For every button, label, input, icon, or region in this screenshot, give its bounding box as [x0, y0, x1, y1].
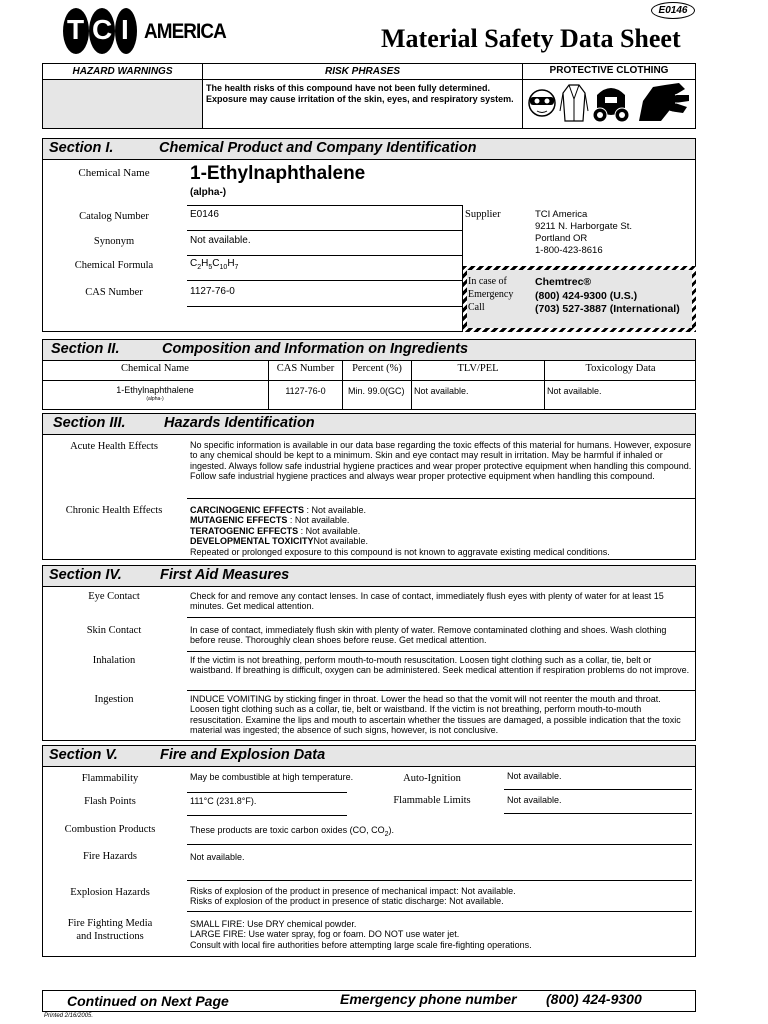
ingestion-label: Ingestion: [94, 694, 134, 705]
lab-coat-icon: [559, 81, 589, 125]
supplier-label: Supplier: [465, 209, 501, 220]
emergency-label: In case of Emergency Call: [468, 276, 514, 313]
section-3-header: [42, 413, 696, 435]
doc-code: E0146: [658, 5, 688, 16]
respirator-icon: [591, 81, 631, 125]
emergency-box: [463, 266, 696, 332]
flammability-value: May be combustible at high temperature.: [190, 772, 354, 782]
section-4-title: First Aid Measures: [160, 567, 290, 583]
section-1-title: Chemical Product and Company Identification: [159, 140, 477, 156]
col-header-chemical-name: Chemical Name: [121, 363, 189, 374]
flash-points-label: Flash Points: [84, 796, 136, 807]
ingredient-toxicology: Not available.: [547, 386, 602, 396]
goggles-icon: [527, 83, 557, 123]
page-title: Material Safety Data Sheet: [381, 24, 681, 53]
inhalation-label: Inhalation: [92, 655, 136, 666]
section-2-number: Section II.: [51, 341, 120, 357]
ingredient-tlv: Not available.: [414, 386, 469, 396]
section-5-number: Section V.: [49, 747, 118, 763]
fire-fighting-label: Fire Fighting Media and Instructions: [67, 918, 153, 942]
fire-hazards-value: Not available.: [190, 852, 245, 862]
synonym-value: Not available.: [190, 235, 251, 246]
ingredient-cas: 1127-76-0: [285, 386, 326, 396]
cas-value: 1127-76-0: [190, 286, 235, 297]
section-4-header: [42, 565, 696, 587]
flammable-limits-value: Not available.: [507, 795, 562, 805]
formula-label: Chemical Formula: [74, 260, 154, 271]
ingredient-percent: Min. 99.0(GC): [348, 386, 405, 396]
synonym-label: Synonym: [93, 236, 135, 247]
chem-name-sub: (alpha-): [190, 187, 227, 198]
section-5-header: [42, 745, 696, 767]
hazard-bar: [42, 63, 696, 129]
ingredient-name: 1-Ethylnaphthalene: [116, 385, 194, 395]
section-1-header: [42, 138, 696, 160]
protective-icons: [525, 81, 695, 127]
supplier-line: 1-800-423-8616: [535, 245, 603, 256]
flash-points-value: 111°C (231.8°F).: [190, 796, 257, 806]
eye-contact-label: Eye Contact: [88, 591, 140, 602]
col-header-cas: CAS Number: [276, 363, 335, 374]
acute-label: Acute Health Effects: [70, 441, 158, 452]
skin-contact-label: Skin Contact: [86, 625, 142, 636]
risk-phrases-header: RISK PHRASES: [324, 66, 400, 77]
logo-word: AMERICA: [144, 20, 226, 43]
cas-label: CAS Number: [85, 287, 143, 298]
explosion-value: Risks of explosion of the product in presence of mechanical impact: Not available. Risks of explosion of the product in presence of static discharge: Not available.: [190, 886, 516, 907]
risk-phrases-text: The health risks of this compound have not been fully determined. Exposure may cause irritation of the skin, eyes, and respiratory system.: [206, 83, 514, 104]
flammability-label: Flammability: [81, 773, 139, 784]
fire-hazards-label: Fire Hazards: [83, 851, 137, 862]
logo-letter-i: I: [121, 14, 129, 45]
doc-code-badge: [651, 2, 695, 19]
auto-ignition-label: Auto-Ignition: [403, 773, 461, 784]
flammable-limits-label: Flammable Limits: [393, 795, 471, 806]
explosion-label: Explosion Hazards: [70, 887, 150, 898]
supplier-line: 9211 N. Harborgate St.: [535, 221, 632, 232]
printed-date: Printed 2/16/2005.: [44, 1013, 94, 1019]
section-2-title: Composition and Information on Ingredients: [162, 341, 469, 357]
hazard-warnings-header: HAZARD WARNINGS: [72, 66, 173, 77]
section-5-title: Fire and Explosion Data: [160, 747, 326, 763]
supplier-address: [535, 209, 632, 257]
col-header-toxicology: Toxicology Data: [585, 363, 656, 374]
fire-fighting-value: SMALL FIRE: Use DRY chemical powder. LARGE FIRE: Use water spray, fog or foam. DO NOT use water jet. Consult with local fire authorities before attempting large scale fire-fighting operations.: [190, 919, 532, 950]
catalog-value: E0146: [190, 209, 219, 220]
col-header-percent: Percent (%): [352, 363, 402, 374]
formula-value: $C_2H_5C_{10}H_7$: [190, 258, 239, 271]
logo-letter-c: C: [92, 14, 113, 45]
supplier-line: TCI America: [535, 209, 588, 220]
emergency-phone-label: Emergency phone number: [340, 991, 517, 1007]
eye-contact-text: Check for and remove any contact lenses. In case of contact, immediately flush eyes with plenty of water for at least 15 minutes. Get medical attention.: [190, 591, 664, 612]
supplier-line: Portland OR: [535, 233, 588, 244]
section-4-number: Section IV.: [49, 567, 122, 583]
ingredients-table: [42, 360, 696, 410]
footer-bar: [42, 990, 696, 1012]
section-1-number: Section I.: [49, 140, 114, 156]
ingestion-text: INDUCE VOMITING by sticking finger in throat. Lower the head so that the vomit will not reenter the mouth and throat. Loosen tight clothing such as a collar, tie, belt or waistband. If the victim is not breathing, perform mouth-to-mouth resuscitation. Examine the lips and mouth to ascertain whether the tissues are damaged, a possible indication that the toxic material was ingested; the absence of such signs, however, is not conclusive.: [190, 694, 681, 736]
acute-text: No specific information is available in our data base regarding the toxic effects of this material for humans. However, exposure to any chemical should be kept to a minimum. Skin and eye contact may result in irritation. May be harmful if inhaled or ingested. Always follow safe industrial hygiene practices and wear proper protective equipment when handling this compound. Follow safe industrial hygiene practices and always wear proper protective equipment when handling this compound.: [190, 440, 692, 482]
hazard-warnings-cell: [43, 80, 202, 128]
section-2-header: [42, 339, 696, 361]
combustion-value: These products are toxic carbon oxides (CO, $CO_2$).: [190, 825, 394, 838]
gloves-icon: [635, 81, 693, 125]
emergency-phone: (800) 424-9300: [546, 991, 642, 1007]
section-3-number: Section III.: [53, 415, 126, 431]
catalog-label: Catalog Number: [79, 211, 149, 222]
logo-letter-t: T: [67, 14, 85, 45]
inhalation-text: If the victim is not breathing, perform mouth-to-mouth resuscitation. Loosen tight clothing such as a collar, tie, belt or waistband. If breathing is difficult, oxygen can be administered. Seek medical attention if respiration problems do not improve.: [190, 655, 690, 676]
chem-name: 1-Ethylnaphthalene: [190, 163, 366, 184]
tci-logo: [62, 6, 226, 56]
col-header-tlv: TLV/PEL: [457, 363, 499, 374]
chemtrec-info: Chemtrec® (800) 424-9300 (U.S.) (703) 527-3887 (International): [535, 276, 680, 315]
chronic-label: Chronic Health Effects: [65, 505, 163, 516]
auto-ignition-value: Not available.: [507, 771, 562, 781]
skin-contact-text: In case of contact, immediately flush skin with plenty of water. Remove contaminated clothing and shoes. Wash clothing before reuse. Thoroughly clean shoes before reuse. Get medical attention.: [190, 625, 667, 646]
continued-label: Continued on Next Page: [67, 993, 229, 1009]
chem-name-label: Chemical Name: [78, 167, 150, 179]
section-3-title: Hazards Identification: [164, 415, 315, 431]
protective-clothing-header: PROTECTIVE CLOTHING: [549, 65, 669, 76]
combustion-label: Combustion Products: [64, 824, 156, 835]
ingredient-name-sub: (alpha-): [146, 396, 164, 402]
chronic-text: CARCINOGENIC EFFECTS : Not available. MUTAGENIC EFFECTS : Not available. TERATOGENIC EFFECTS : Not available. DEVELOPMENTAL TOXICITYNot available. Repeated or prolonged exposure to this compound is not known to aggravate existing medical conditions.: [190, 505, 610, 557]
